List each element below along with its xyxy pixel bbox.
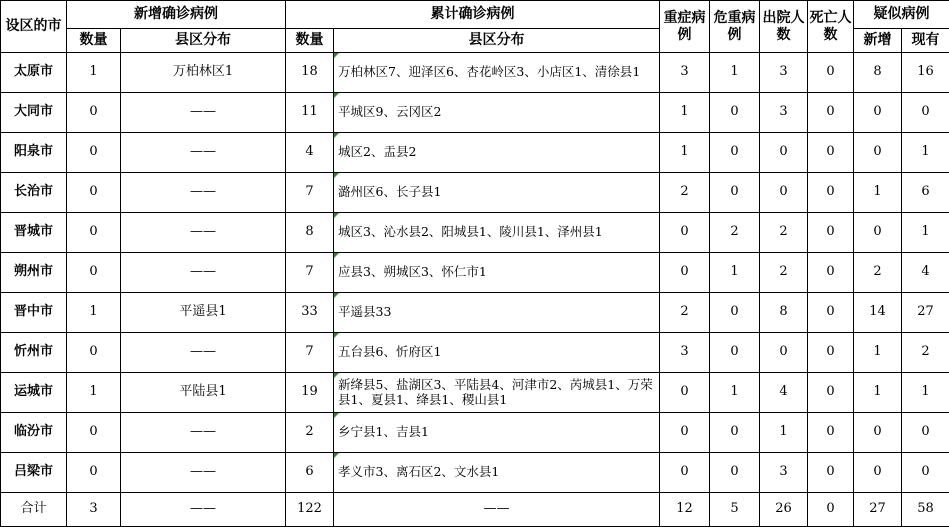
deaths-cell: 0	[808, 133, 854, 173]
severe-cell: 3	[660, 53, 710, 93]
cum-count-cell: 7	[286, 173, 334, 213]
cum-dist-text: 孝义市3、离石区2、文水县1	[338, 464, 499, 479]
city-cell: 大同市	[1, 93, 67, 133]
new-count-cell: 0	[67, 253, 121, 293]
new-dist-cell: ——	[121, 93, 286, 133]
cum-count-cell: 4	[286, 133, 334, 173]
cell-comment-marker	[334, 53, 339, 58]
severe-cell: 0	[660, 413, 710, 453]
critical-cell: 0	[710, 173, 760, 213]
critical-cell: 0	[710, 413, 760, 453]
new-count-cell: 0	[67, 333, 121, 373]
deaths-cell: 0	[808, 293, 854, 333]
critical-cell: 0	[710, 93, 760, 133]
severe-cell: 0	[660, 253, 710, 293]
cell-comment-marker	[334, 333, 339, 338]
cum-dist-cell	[334, 133, 660, 173]
new-dist-cell: 平遥县1	[121, 293, 286, 333]
susp-new-cell: 0	[854, 453, 902, 493]
new-count-cell: 0	[67, 453, 121, 493]
deaths-cell: 0	[808, 213, 854, 253]
susp-current-cell: 1	[902, 373, 949, 413]
table-row	[1, 333, 949, 373]
cum-dist-cell	[334, 373, 660, 413]
susp-current-cell: 2	[902, 333, 949, 373]
cum-count-cell: 33	[286, 293, 334, 333]
discharged-cell: 0	[760, 333, 808, 373]
new-dist-cell: ——	[121, 213, 286, 253]
total-discharged: 26	[760, 493, 808, 527]
header-row-1	[1, 1, 949, 29]
table-row	[1, 413, 949, 453]
cum-count-cell: 2	[286, 413, 334, 453]
critical-cell: 1	[710, 373, 760, 413]
severe-cell: 1	[660, 133, 710, 173]
cum-dist-text: 潞州区6、长子县1	[338, 184, 441, 199]
table-row	[1, 373, 949, 413]
critical-cell: 0	[710, 453, 760, 493]
susp-current-cell: 4	[902, 253, 949, 293]
severe-cell: 3	[660, 333, 710, 373]
city-cell: 吕梁市	[1, 453, 67, 493]
susp-new-cell: 0	[854, 213, 902, 253]
total-cum-count: 122	[286, 493, 334, 527]
cum-dist-cell	[334, 253, 660, 293]
header-new-count: 数量	[67, 29, 121, 53]
cell-comment-marker	[334, 253, 339, 258]
discharged-cell: 0	[760, 173, 808, 213]
critical-cell: 2	[710, 213, 760, 253]
susp-current-cell: 0	[902, 413, 949, 453]
city-cell: 朔州市	[1, 253, 67, 293]
critical-cell: 0	[710, 133, 760, 173]
new-count-cell: 0	[67, 93, 121, 133]
header-susp-current: 现有	[902, 29, 949, 53]
table-row	[1, 293, 949, 333]
critical-cell: 0	[710, 333, 760, 373]
city-cell: 运城市	[1, 373, 67, 413]
header-susp-new: 新增	[854, 29, 902, 53]
header-new-confirmed: 新增确诊病例	[67, 1, 286, 29]
header-cum-confirmed: 累计确诊病例	[286, 1, 660, 29]
cum-dist-cell	[334, 53, 660, 93]
discharged-cell: 2	[760, 213, 808, 253]
table-row	[1, 253, 949, 293]
discharged-cell: 3	[760, 53, 808, 93]
new-dist-cell: ——	[121, 133, 286, 173]
deaths-cell: 0	[808, 253, 854, 293]
discharged-cell: 4	[760, 373, 808, 413]
discharged-cell: 8	[760, 293, 808, 333]
severe-cell: 0	[660, 373, 710, 413]
total-deaths: 0	[808, 493, 854, 527]
new-dist-cell: 平陆县1	[121, 373, 286, 413]
deaths-cell: 0	[808, 93, 854, 133]
susp-current-cell: 27	[902, 293, 949, 333]
critical-cell: 0	[710, 293, 760, 333]
city-cell: 长治市	[1, 173, 67, 213]
total-susp-new: 27	[854, 493, 902, 527]
deaths-cell: 0	[808, 373, 854, 413]
deaths-cell: 0	[808, 53, 854, 93]
new-count-cell: 0	[67, 133, 121, 173]
cum-count-cell: 7	[286, 333, 334, 373]
cum-dist-cell	[334, 93, 660, 133]
cum-dist-cell	[334, 213, 660, 253]
discharged-cell: 3	[760, 93, 808, 133]
new-count-cell: 0	[67, 413, 121, 453]
susp-current-cell: 1	[902, 213, 949, 253]
cell-comment-marker	[334, 293, 339, 298]
city-cell: 临汾市	[1, 413, 67, 453]
total-critical: 5	[710, 493, 760, 527]
deaths-cell: 0	[808, 173, 854, 213]
discharged-cell: 1	[760, 413, 808, 453]
severe-cell: 0	[660, 453, 710, 493]
new-dist-cell: ——	[121, 253, 286, 293]
severe-cell: 0	[660, 213, 710, 253]
discharged-cell: 0	[760, 133, 808, 173]
susp-current-cell: 0	[902, 93, 949, 133]
city-cell: 晋城市	[1, 213, 67, 253]
susp-current-cell: 1	[902, 133, 949, 173]
total-severe: 12	[660, 493, 710, 527]
new-dist-cell: ——	[121, 413, 286, 453]
cum-count-cell: 11	[286, 93, 334, 133]
deaths-cell: 0	[808, 413, 854, 453]
cum-count-cell: 19	[286, 373, 334, 413]
susp-current-cell: 0	[902, 453, 949, 493]
header-cum-count: 数量	[286, 29, 334, 53]
cum-dist-text: 城区2、盂县2	[338, 144, 416, 159]
table-row	[1, 173, 949, 213]
total-label: 合计	[1, 493, 67, 527]
cum-dist-text: 应县3、朔城区3、怀仁市1	[338, 264, 487, 279]
city-cell: 晋中市	[1, 293, 67, 333]
susp-new-cell: 0	[854, 93, 902, 133]
cum-dist-cell	[334, 413, 660, 453]
severe-cell: 1	[660, 93, 710, 133]
header-city: 设区的市	[1, 1, 67, 53]
new-count-cell: 1	[67, 373, 121, 413]
cum-count-cell: 6	[286, 453, 334, 493]
cell-comment-marker	[334, 373, 339, 378]
cum-dist-cell	[334, 453, 660, 493]
deaths-cell: 0	[808, 453, 854, 493]
susp-new-cell: 1	[854, 333, 902, 373]
susp-new-cell: 0	[854, 133, 902, 173]
new-count-cell: 0	[67, 213, 121, 253]
susp-new-cell: 2	[854, 253, 902, 293]
total-new-count: 3	[67, 493, 121, 527]
header-cum-dist: 县区分布	[334, 29, 660, 53]
susp-new-cell: 1	[854, 373, 902, 413]
critical-cell: 1	[710, 253, 760, 293]
discharged-cell: 3	[760, 453, 808, 493]
header-suspected: 疑似病例	[854, 1, 949, 29]
city-cell: 太原市	[1, 53, 67, 93]
deaths-cell: 0	[808, 333, 854, 373]
header-critical: 危重病例	[710, 1, 760, 53]
new-dist-cell: ——	[121, 173, 286, 213]
cum-dist-text: 乡宁县1、吉县1	[338, 424, 429, 439]
table-row	[1, 213, 949, 253]
susp-current-cell: 16	[902, 53, 949, 93]
cell-comment-marker	[334, 213, 339, 218]
susp-new-cell: 14	[854, 293, 902, 333]
city-cell: 阳泉市	[1, 133, 67, 173]
cum-dist-cell	[334, 293, 660, 333]
cum-dist-text: 平遥县33	[338, 304, 391, 319]
total-row	[1, 493, 949, 527]
cum-dist-text: 城区3、沁水县2、阳城县1、陵川县1、泽州县1	[338, 224, 603, 239]
new-count-cell: 1	[67, 293, 121, 333]
table-row	[1, 453, 949, 493]
susp-new-cell: 1	[854, 173, 902, 213]
header-discharged: 出院人数	[760, 1, 808, 53]
total-cum-dist: ——	[334, 493, 660, 527]
cum-dist-text: 新绛县5、盐湖区3、平陆县4、河津市2、芮城县1、万荣县1、夏县1、绛县1、稷山县1	[338, 377, 653, 406]
header-severe: 重症病例	[660, 1, 710, 53]
new-count-cell: 1	[67, 53, 121, 93]
city-cell: 忻州市	[1, 333, 67, 373]
cell-comment-marker	[334, 93, 339, 98]
total-susp-current: 58	[902, 493, 949, 527]
header-deaths: 死亡人数	[808, 1, 854, 53]
cell-comment-marker	[334, 173, 339, 178]
cell-comment-marker	[334, 453, 339, 458]
cell-comment-marker	[334, 133, 339, 138]
table-row	[1, 133, 949, 173]
cum-dist-text: 万柏林区7、迎泽区6、杏花岭区3、小店区1、清徐县1	[338, 64, 640, 79]
new-dist-cell: ——	[121, 453, 286, 493]
cum-dist-cell	[334, 333, 660, 373]
cum-dist-text: 五台县6、忻府区1	[338, 344, 441, 359]
new-dist-cell: 万柏林区1	[121, 53, 286, 93]
critical-cell: 1	[710, 53, 760, 93]
table-row	[1, 93, 949, 133]
cum-count-cell: 18	[286, 53, 334, 93]
discharged-cell: 2	[760, 253, 808, 293]
susp-current-cell: 6	[902, 173, 949, 213]
susp-new-cell: 8	[854, 53, 902, 93]
new-count-cell: 0	[67, 173, 121, 213]
table-row	[1, 53, 949, 93]
severe-cell: 2	[660, 293, 710, 333]
cell-comment-marker	[334, 413, 339, 418]
cum-dist-cell	[334, 173, 660, 213]
susp-new-cell: 0	[854, 413, 902, 453]
severe-cell: 2	[660, 173, 710, 213]
cum-count-cell: 7	[286, 253, 334, 293]
header-new-dist: 县区分布	[121, 29, 286, 53]
cum-dist-text: 平城区9、云冈区2	[338, 104, 441, 119]
cum-count-cell: 8	[286, 213, 334, 253]
total-new-dist: ——	[121, 493, 286, 527]
new-dist-cell: ——	[121, 333, 286, 373]
